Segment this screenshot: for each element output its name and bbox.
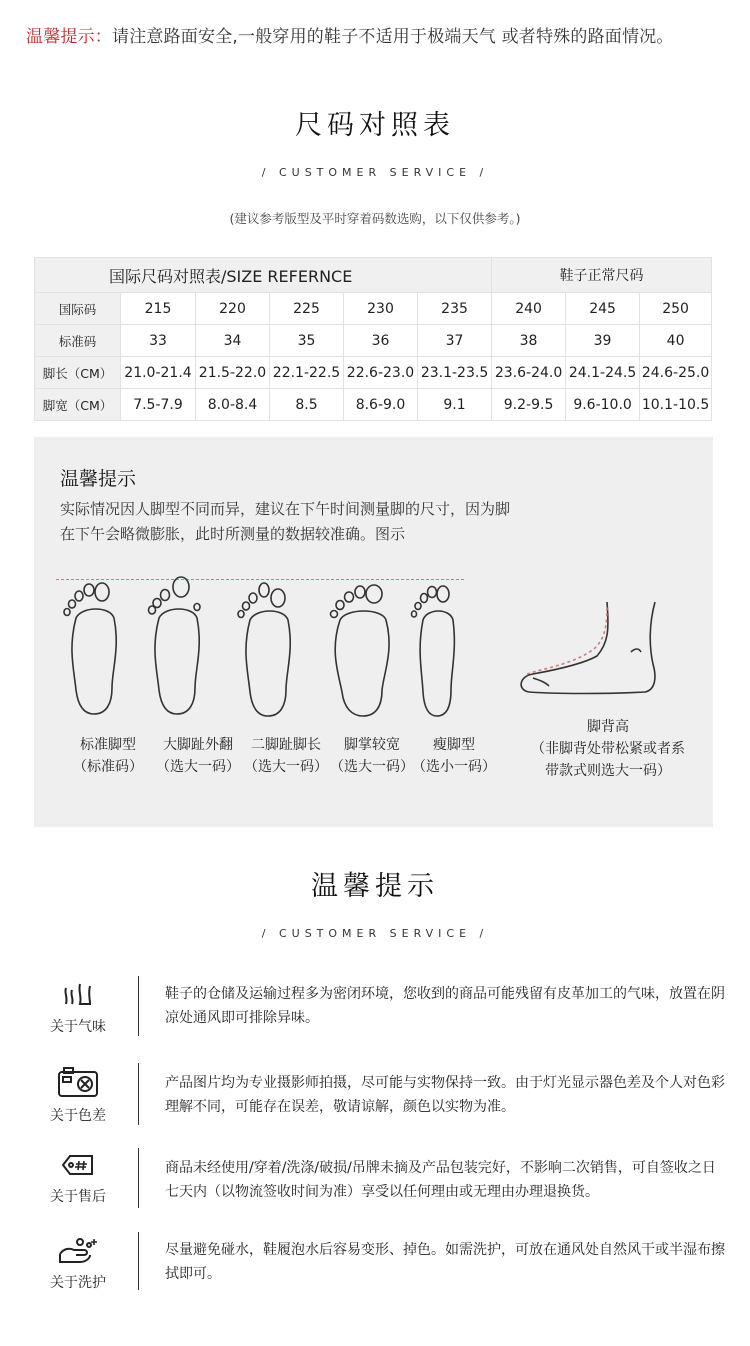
table-cell: 230 xyxy=(344,293,418,325)
care-item-icon-box xyxy=(40,1236,116,1292)
foot-name: 大脚趾外翻 xyxy=(163,737,233,753)
table-cell: 24.6-25.0 xyxy=(640,357,712,389)
care-item-icon-box xyxy=(40,980,116,1036)
table-cell: 8.0-8.4 xyxy=(196,389,270,421)
panel-title: 温馨提示 xyxy=(60,468,137,490)
size-row-foot-width xyxy=(35,389,712,421)
foot-advice: （选大一码） xyxy=(156,759,240,775)
size-chart-subtitle: / CUSTOMER SERVICE / xyxy=(261,166,489,179)
care-divider xyxy=(138,1232,139,1290)
top-warning xyxy=(26,22,674,47)
care-item-label: 关于气味 xyxy=(50,1019,106,1035)
table-cell: 245 xyxy=(566,293,640,325)
row-label: 脚长（CM） xyxy=(35,357,121,389)
table-cell: 9.6-10.0 xyxy=(566,389,640,421)
care-item-label: 关于色差 xyxy=(50,1108,106,1124)
care-title: 温馨提示 xyxy=(311,871,439,902)
foot-advice: （选小一码） xyxy=(412,759,496,775)
row-label: 国际码 xyxy=(35,293,121,325)
table-cell: 37 xyxy=(418,325,492,357)
table-cell: 34 xyxy=(196,325,270,357)
size-row-foot-length xyxy=(35,357,712,389)
foot-name: 标准脚型 xyxy=(80,737,136,753)
high-instep-foot-icon xyxy=(515,598,665,700)
foot-name: 二脚趾脚长 xyxy=(251,737,321,753)
tag-icon xyxy=(60,1152,96,1184)
table-cell: 9.1 xyxy=(418,389,492,421)
table-cell: 36 xyxy=(344,325,418,357)
standard-foot-icon xyxy=(62,578,126,718)
foot-name: 脚掌较宽 xyxy=(344,737,400,753)
care-item-text: 商品未经使用/穿着/洗涤/破损/吊牌未摘及产品包装完好，不影响二次销售，可自签收之日七天内（以物流签收时间为准）享受以任何理由或无理由办理退换货。 xyxy=(165,1160,716,1200)
camera-icon xyxy=(56,1065,100,1103)
care-item-icon-box xyxy=(40,1152,116,1206)
foot-advice: （非脚背处带松紧或者系带款式则选大一码） xyxy=(531,741,685,779)
foot-caption-long-second-toe xyxy=(240,734,332,778)
foot-advice: （选大一码） xyxy=(244,759,328,775)
wash-icon xyxy=(56,1236,100,1270)
table-cell: 39 xyxy=(566,325,640,357)
care-divider xyxy=(138,1063,139,1125)
table-cell: 22.1-22.5 xyxy=(270,357,344,389)
table-cell: 9.2-9.5 xyxy=(492,389,566,421)
table-cell: 33 xyxy=(121,325,196,357)
table-cell: 7.5-7.9 xyxy=(121,389,196,421)
care-item-icon-box xyxy=(40,1065,116,1125)
table-cell: 22.6-23.0 xyxy=(344,357,418,389)
size-row-standard xyxy=(35,325,712,357)
top-warning-text: 请注意路面安全,一般穿用的鞋子不适用于极端天气 或者特殊的路面情况。 xyxy=(112,27,674,47)
care-divider xyxy=(138,1148,139,1208)
table-cell: 215 xyxy=(121,293,196,325)
table-cell: 40 xyxy=(640,325,712,357)
table-cell: 10.1-10.5 xyxy=(640,389,712,421)
table-cell: 235 xyxy=(418,293,492,325)
size-table-caption-row xyxy=(35,258,712,293)
size-table-caption: 国际尺码对照表/SIZE REFERNCE xyxy=(35,258,492,293)
foot-caption-bunion xyxy=(152,734,244,778)
panel-text: 实际情况因人脚型不同而异，建议在下午时间测量脚的尺寸，因为脚在下午会略微膨胀，此时所测量的数据较准确。图示 xyxy=(60,500,511,543)
care-item-label: 关于售后 xyxy=(50,1189,106,1205)
care-item-label: 关于洗护 xyxy=(50,1275,106,1291)
care-item-text: 尽量避免碰水，鞋履泡水后容易变形、掉色。如需洗护，可放在通风处自然风干或半湿布擦拭即可。 xyxy=(165,1242,725,1282)
care-item-text: 鞋子的仓储及运输过程多为密闭环境，您收到的商品可能残留有皮革加工的气味，放置在阴凉处通风即可排除异味。 xyxy=(165,986,725,1026)
slim-foot-icon xyxy=(409,580,465,720)
table-cell: 24.1-24.5 xyxy=(566,357,640,389)
bunion-foot-icon xyxy=(145,573,209,718)
row-label: 脚宽（CM） xyxy=(35,389,121,421)
table-cell: 240 xyxy=(492,293,566,325)
care-subtitle: / CUSTOMER SERVICE / xyxy=(261,927,489,940)
table-cell: 23.6-24.0 xyxy=(492,357,566,389)
table-cell: 250 xyxy=(640,293,712,325)
care-divider xyxy=(138,976,139,1036)
table-cell: 38 xyxy=(492,325,566,357)
long-second-toe-foot-icon xyxy=(236,580,300,720)
odor-icon xyxy=(58,980,98,1014)
size-table-side-caption: 鞋子正常尺码 xyxy=(492,258,712,293)
foot-name: 脚背高 xyxy=(587,719,629,735)
size-chart-title: 尺码对照表 xyxy=(295,110,455,141)
row-label: 标准码 xyxy=(35,325,121,357)
table-cell: 21.0-21.4 xyxy=(121,357,196,389)
foot-name: 瘦脚型 xyxy=(433,737,475,753)
top-warning-label: 温馨提示： xyxy=(26,27,112,47)
size-row-international xyxy=(35,293,712,325)
care-item-text: 产品图片均为专业摄影师拍摄，尽可能与实物保持一致。由于灯光显示器色差及个人对色彩理解不同，可能存在误差，敬请谅解，颜色以实物为准。 xyxy=(165,1075,725,1115)
table-cell: 8.6-9.0 xyxy=(344,389,418,421)
foot-caption-slim xyxy=(408,734,500,778)
table-cell: 225 xyxy=(270,293,344,325)
size-chart-note: (建议参考版型及平时穿着码数选购，以下仅供参考。) xyxy=(229,211,521,226)
foot-advice: （选大一码） xyxy=(330,759,414,775)
size-table xyxy=(34,257,712,421)
table-cell: 35 xyxy=(270,325,344,357)
foot-caption-wide xyxy=(326,734,418,778)
table-cell: 23.1-23.5 xyxy=(418,357,492,389)
foot-caption-standard xyxy=(66,734,150,778)
foot-caption-high-instep xyxy=(530,716,686,782)
table-cell: 8.5 xyxy=(270,389,344,421)
table-cell: 220 xyxy=(196,293,270,325)
foot-advice: （标准码） xyxy=(73,759,143,775)
wide-foot-icon xyxy=(328,580,398,720)
table-cell: 21.5-22.0 xyxy=(196,357,270,389)
